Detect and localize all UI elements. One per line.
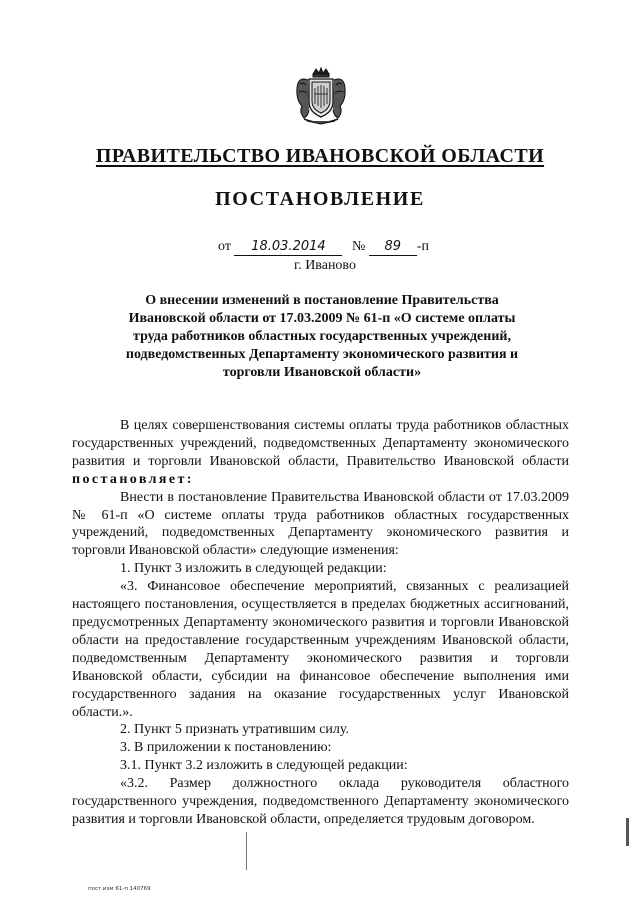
city-line: г. Иваново: [294, 258, 356, 273]
body-paragraph: «3.2. Размер должностного оклада руководителя областного государственного учреждения, подведомственного Департаменту экономического развития и торговли Ивановской области, определяется трудовым договором.: [72, 776, 569, 827]
body-paragraph: Внести в постановление Правительства Ивановской области от 17.03.2009 № 61-п «О системе оплаты труда работников областных государственных учреждений, подведомственных Департаменту экономического развития и торговли Ивановской области» следующие изменения:: [72, 489, 569, 559]
from-label: от: [218, 239, 231, 254]
body-paragraph: 1. Пункт 3 изложить в следующей редакции:: [120, 561, 387, 577]
number-suffix: -п: [416, 239, 429, 254]
body-paragraph: 2. Пункт 5 признать утратившим силу.: [120, 722, 349, 738]
body-paragraph: 3. В приложении к постановлению:: [120, 740, 332, 756]
document-heading: О внесении изменений в постановление Правительства Ивановской области от 17.03.2009 № 61-п «О системе оплаты труда работников областных государственных учреждений, подведомственных Департаменту экономического развития и торговли Ивановской области»: [125, 293, 519, 380]
government-title: ПРАВИТЕЛЬСТВО ИВАНОВСКОЙ ОБЛАСТИ: [95, 145, 545, 167]
intro-text: В целях совершенствования системы оплаты труда работников областных государственных учреждений, подведомственных Департаменту экономического развития и торговли Ивановской области, Правительство Ивановской области: [72, 418, 569, 469]
document-body: [72, 417, 569, 829]
number-label: №: [351, 239, 366, 254]
footer-code: пост.изм 61-п 140769: [88, 886, 151, 892]
coat-of-arms-icon: [294, 66, 348, 126]
scan-mark-line: [626, 818, 629, 846]
document-date: 18.03.2014: [234, 238, 342, 256]
document-number: 89: [369, 238, 417, 256]
decree-word: постановляет:: [72, 471, 194, 487]
intro-paragraph: [72, 417, 569, 489]
document-type-title: ПОСТАНОВЛЕНИЕ: [215, 188, 425, 210]
scan-mark-line: [246, 832, 247, 870]
date-number-line: [218, 238, 429, 256]
body-paragraph: «3. Финансовое обеспечение мероприятий, связанных с реализацией настоящего постановления, осуществляется в пределах бюджетных ассигнований, предусмотренных Департаменту экономического развития и торговли Ивановской области на предоставление государственным учреждениям Ивановской области, подведомственным Департаменту экономического развития и торговли Ивановской области, субсидии на финансовое обеспечение выполнения ими государственного задания на оказание государственных услуг Ивановской области.».: [72, 579, 569, 720]
body-paragraph: 3.1. Пункт 3.2 изложить в следующей редакции:: [120, 758, 408, 774]
